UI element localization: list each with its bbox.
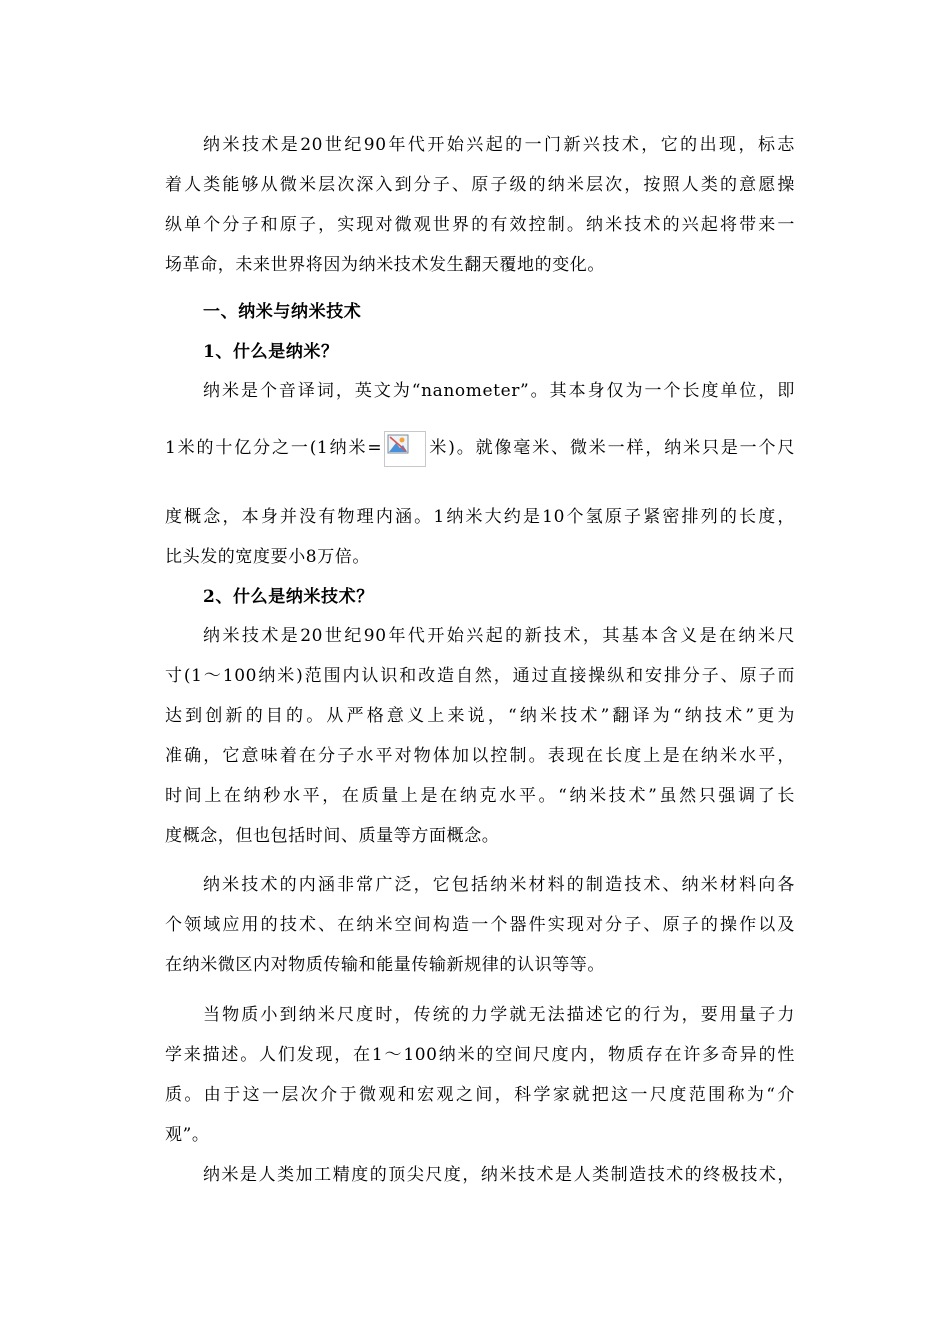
para2-line: 度概念，本身并没有物理内涵。1纳米大约是10个氢原子紧密排列的长度，	[165, 507, 795, 527]
para5-line: 观”。	[165, 1125, 210, 1145]
para2-line-with-formula	[165, 431, 795, 467]
para1-line: 场革命，未来世界将因为纳米技术发生翻天覆地的变化。	[165, 255, 605, 275]
para2-line: 纳米是个音译词，英文为“nanometer”。其本身仅为一个长度单位，即	[203, 381, 795, 401]
para1-line: 着人类能够从微米层次深入到分子、原子级的纳米层次，按照人类的意愿操	[165, 175, 795, 195]
para4-line: 个领域应用的技术、在纳米空间构造一个器件实现对分子、原子的操作以及	[165, 915, 795, 935]
para3-line: 寸(1～100纳米)范围内认识和改造自然，通过直接操纵和安排分子、原子而	[165, 666, 795, 686]
para3-line: 度概念，但也包括时间、质量等方面概念。	[165, 826, 500, 846]
para1-line: 纳米技术是20世纪90年代开始兴起的一门新兴技术，它的出现，标志	[203, 135, 795, 155]
para3-line: 纳米技术是20世纪90年代开始兴起的新技术，其基本含义是在纳米尺	[203, 626, 795, 646]
para3-line: 时间上在纳秒水平，在质量上是在纳克水平。“纳米技术”虽然只强调了长	[165, 786, 795, 806]
para5-line: 当物质小到纳米尺度时，传统的力学就无法描述它的行为，要用量子力	[203, 1005, 795, 1025]
para2-text-before-formula: 1米的十亿分之一(1纳米=	[165, 438, 383, 458]
para5-line: 学来描述。人们发现，在1～100纳米的空间尺度内，物质存在许多奇异的性	[165, 1045, 795, 1065]
heading-section-1: 一、纳米与纳米技术	[203, 302, 362, 322]
para3-line: 准确，它意味着在分子水平对物体加以控制。表现在长度上是在纳米水平，	[165, 746, 795, 766]
para4-line: 纳米技术的内涵非常广泛，它包括纳米材料的制造技术、纳米材料向各	[203, 875, 795, 895]
heading-subsection-1-1: 1、什么是纳米？	[203, 342, 339, 362]
para2-line: 比头发的宽度要小8万倍。	[165, 547, 371, 567]
para5-line: 质。由于这一层次介于微观和宏观之间，科学家就把这一尺度范围称为“介	[165, 1085, 795, 1105]
para4-line: 在纳米微区内对物质传输和能量传输新规律的认识等等。	[165, 955, 605, 975]
para6-line: 纳米是人类加工精度的顶尖尺度，纳米技术是人类制造技术的终极技术，	[203, 1165, 795, 1185]
para1-line: 纵单个分子和原子，实现对微观世界的有效控制。纳米技术的兴起将带来一	[165, 215, 795, 235]
para3-line: 达到创新的目的。从严格意义上来说，“纳米技术”翻译为“纳技术”更为	[165, 706, 795, 726]
broken-image-icon	[384, 431, 426, 467]
heading-subsection-1-2: 2、什么是纳米技术？	[203, 587, 374, 607]
para2-text-after-formula: 米)。就像毫米、微米一样，纳米只是一个尺	[428, 438, 795, 458]
